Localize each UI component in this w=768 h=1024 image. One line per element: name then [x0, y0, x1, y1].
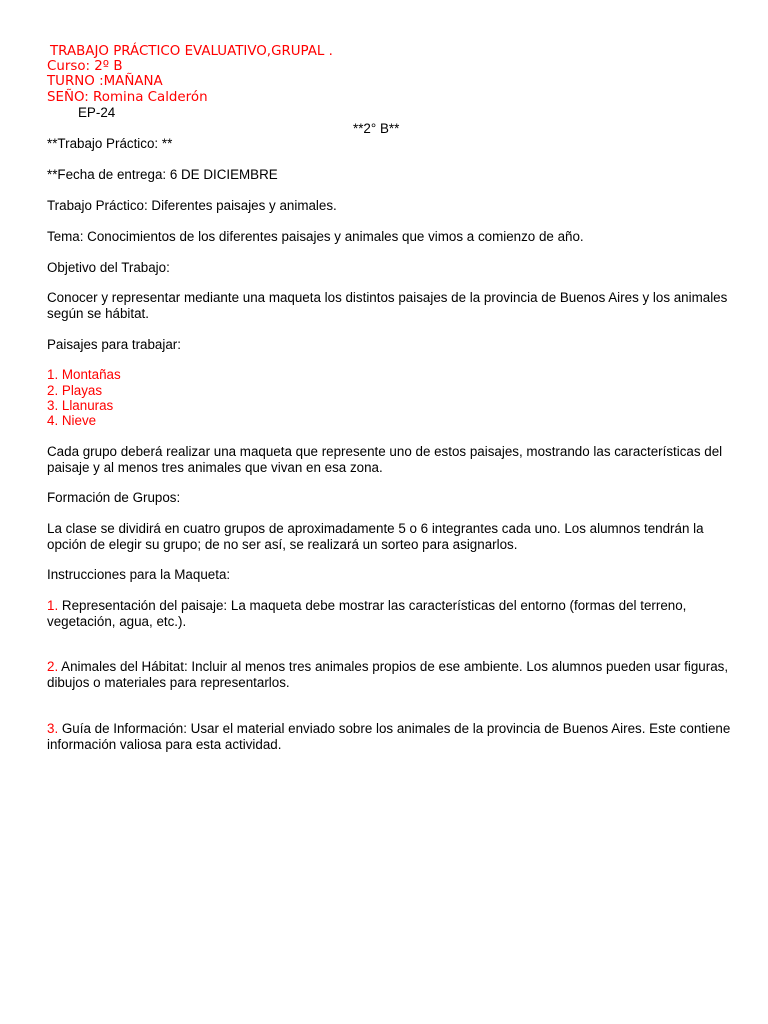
school-line: EP-24	[78, 105, 116, 120]
instruction-item	[47, 659, 737, 691]
objetivo-heading: Objetivo del Trabajo:	[47, 260, 170, 275]
instruction-text: Animales del Hábitat: Incluir al menos tres animales propios de ese ambiente. Los alumnos pueden usar figuras, dibujos o materiales para representarlos.	[47, 659, 729, 690]
shift-line: TURNO :MAÑANA	[47, 74, 163, 89]
instrucciones-heading: Instrucciones para la Maqueta:	[47, 567, 231, 582]
instruction-item	[47, 721, 737, 753]
instruction-text: Guía de Información: Usar el material enviado sobre los animales de la provincia de Buenos Aires. Este contiene información valiosa para esta actividad.	[47, 721, 731, 752]
teacher-line: SEÑO: Romina Calderón	[47, 90, 208, 105]
objetivo-text: Conocer y representar mediante una maqueta los distintos paisajes de la provincia de Buenos Aires y los animales según se hábitat.	[47, 290, 728, 321]
formacion-heading: Formación de Grupos:	[47, 490, 181, 505]
course-line: Curso: 2º B	[47, 59, 123, 74]
grade-line: **2° B**	[353, 121, 400, 136]
tp-title: Trabajo Práctico: Diferentes paisajes y animales.	[47, 198, 337, 213]
list-item: 4. Nieve	[47, 413, 97, 428]
instruction-item	[47, 598, 737, 630]
grupo-text: Cada grupo deberá realizar una maqueta que represente uno de estos paisajes, mostrando las características del paisaje y al menos tres animales que vivan en esa zona.	[47, 444, 723, 475]
tema-line: Tema: Conocimientos de los diferentes paisajes y animales que vimos a comienzo de año.	[47, 229, 584, 244]
due-date: **Fecha de entrega: 6 DE DICIEMBRE	[47, 167, 278, 182]
document-title: TRABAJO PRÁCTICO EVALUATIVO,GRUPAL .	[50, 44, 333, 59]
tp-label: **Trabajo Práctico: **	[47, 136, 173, 151]
list-item: 1. Montañas	[47, 367, 121, 382]
instruction-number: 2.	[47, 659, 59, 674]
instruction-number: 1.	[47, 598, 59, 613]
list-item: 3. Llanuras	[47, 398, 114, 413]
paisajes-heading: Paisajes para trabajar:	[47, 337, 181, 352]
formacion-text: La clase se dividirá en cuatro grupos de aproximadamente 5 o 6 integrantes cada uno. Los alumnos tendrán la opción de elegir su grupo; de no ser así, se realizará un sorteo para asignarlos.	[47, 521, 704, 552]
list-item: 2. Playas	[47, 383, 103, 398]
instruction-number: 3.	[47, 721, 59, 736]
instruction-text: Representación del paisaje: La maqueta debe mostrar las características del entorno (formas del terreno, vegetación, agua, etc.).	[47, 598, 687, 629]
